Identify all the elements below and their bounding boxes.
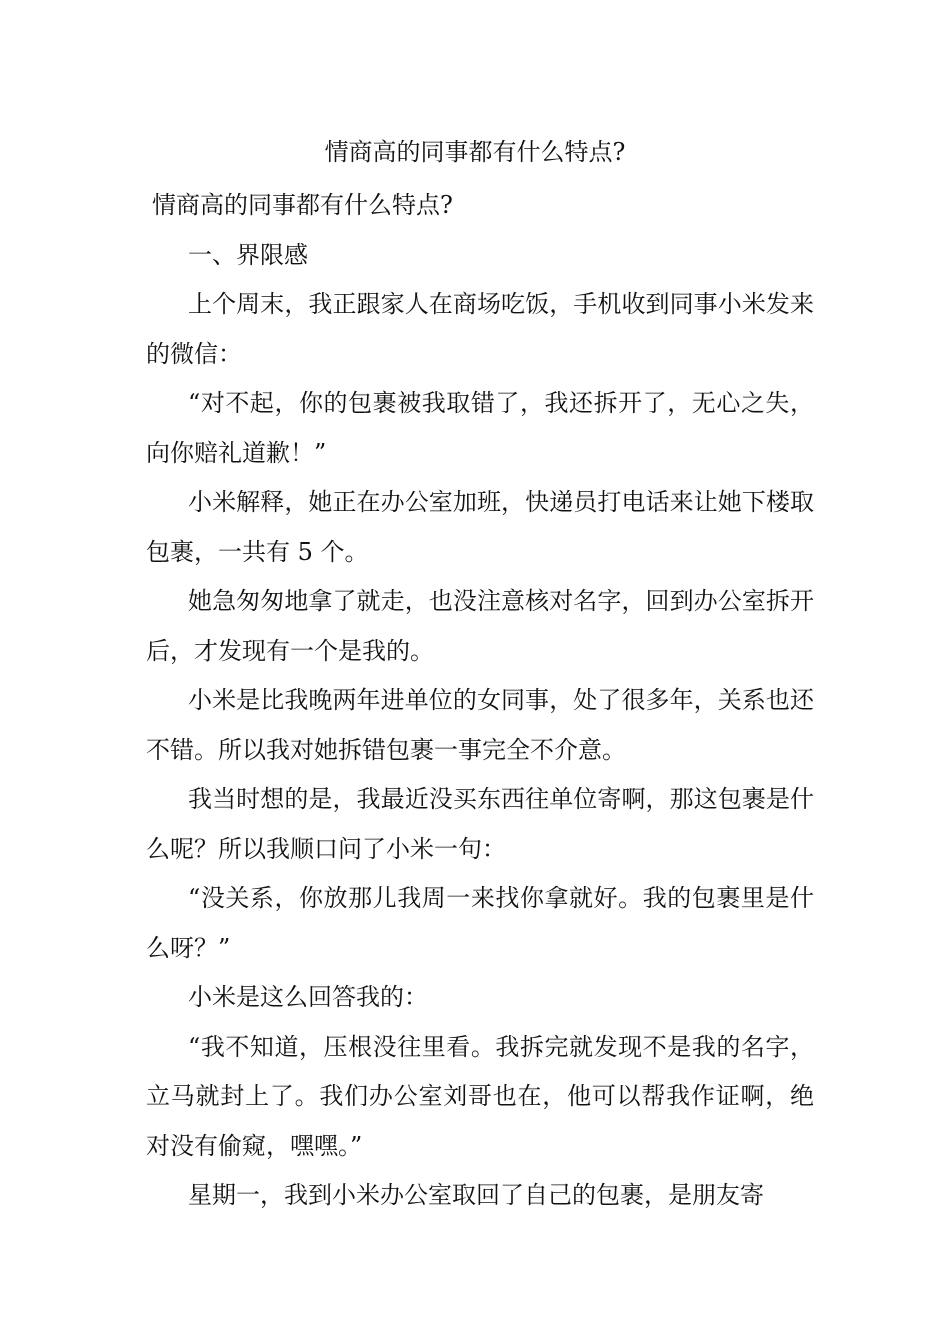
- paragraph: 她急匆匆地拿了就走，也没注意核对名字，回到办公室拆开后，才发现有一个是我的。: [146, 587, 814, 665]
- paragraph: 我当时想的是，我最近没买东西往单位寄啊，那这包裹是什么呢？所以我顺口问了小米一句：: [146, 785, 814, 863]
- paragraph: 上个周末，我正跟家人在商场吃饭，手机收到同事小米发来的微信：: [146, 290, 814, 368]
- paragraph: 小米是这么回答我的：: [188, 983, 428, 1011]
- paragraph: “没关系，你放那儿我周一来找你拿就好。我的包裹里是什么呀？”: [146, 884, 814, 962]
- paragraph: “我不知道，压根没往里看。我拆完就发现不是我的名字，立马就封上了。我们办公室刘哥也在，他可以帮我作证啊，绝对没有偷窥，嘿嘿。”: [146, 1032, 814, 1160]
- paragraph: “对不起，你的包裹被我取错了，我还拆开了，无心之失，向你赔礼道歉！”: [146, 389, 814, 467]
- paragraph: 小米解释，她正在办公室加班，快递员打电话来让她下楼取包裹，一共有 5 个。: [146, 488, 814, 566]
- document-body: [146, 181, 814, 1221]
- document-subtitle: 情商高的同事都有什么特点?: [152, 191, 453, 219]
- paragraph: 小米是比我晚两年进单位的女同事，处了很多年，关系也还不错。所以我对她拆错包裹一事完全不介意。: [146, 686, 814, 764]
- section-heading: 一、界限感: [188, 240, 308, 269]
- document-title: 情商高的同事都有什么特点?: [324, 138, 626, 166]
- paragraph: 星期一，我到小米办公室取回了自己的包裹，是朋友寄: [188, 1181, 764, 1209]
